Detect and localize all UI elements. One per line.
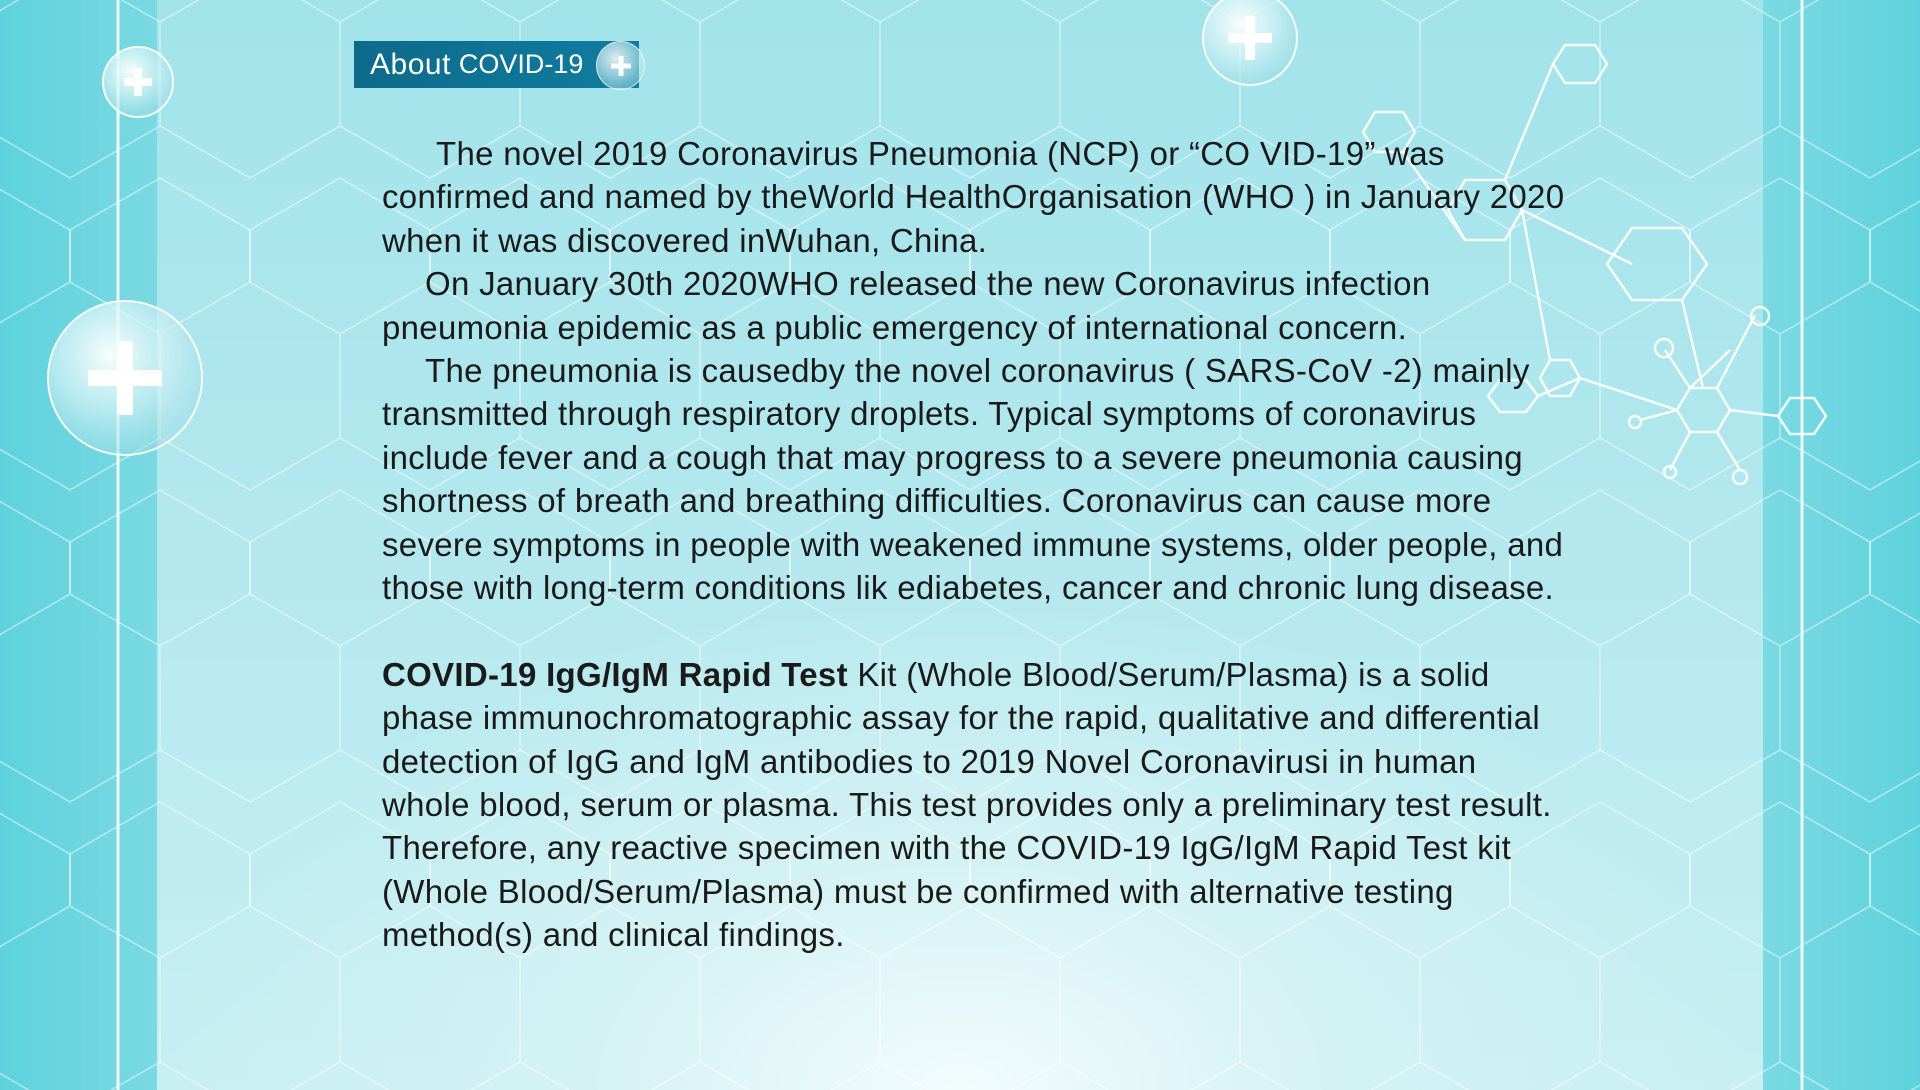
title-about: About [370,47,451,81]
small-plus-bubble [103,47,173,117]
test-kit-description: Kit (Whole Blood/Serum/Plasma) is a solid phase immunochromatographic assay for the rapid, qualitative and differential detection of IgG and IgM antibodies to 2019 Novel Coronavirusi in human whole blood, serum or plasma. This test provides only a preliminary test result. Therefore, any reactive specimen with the COVID-19 IgG/IgM Rapid Test kit (Whole Blood/Serum/Plasma) must be confirmed with alternative testing method(s) and clinical findings. [382,655,1552,954]
paragraph-symptoms: The pneumonia is causedby the novel coronavirus ( SARS-CoV -2) mainly transmitted through respiratory droplets. Typical symptoms of coronavirus include fever and a cough that may progress to a severe pneumonia causing shortness of breath and breathing difficulties. Coronavirus can cause more severe symptoms in people with weakened immune systems, older people, and those with long-term conditions lik ediabetes, cancer and chronic lung disease. [382,352,1564,607]
paragraph-who: On January 30th 2020WHO released the new Coronavirus infection pneumonia epidemic as a public emergency of international concern. [382,265,1431,346]
large-plus-bubble [48,301,202,455]
section-title [354,41,639,88]
paragraph-test-kit [382,653,1572,957]
paragraph-intro: The novel 2019 Coronavirus Pneumonia (NCP) or “CO VID-19” was confirmed and named by theWorld HealthOrganisation (WHO ) in January 2020 when it was discovered inWuhan, China. [382,135,1565,259]
top-plus-bubble [1203,0,1297,85]
plus-circle-icon [596,41,645,90]
article-body [382,132,1572,957]
test-kit-name: COVID-19 IgG/IgM Rapid Test [382,655,848,693]
title-covid: COVID-19 [458,49,584,79]
paragraph-gap [382,609,1572,652]
